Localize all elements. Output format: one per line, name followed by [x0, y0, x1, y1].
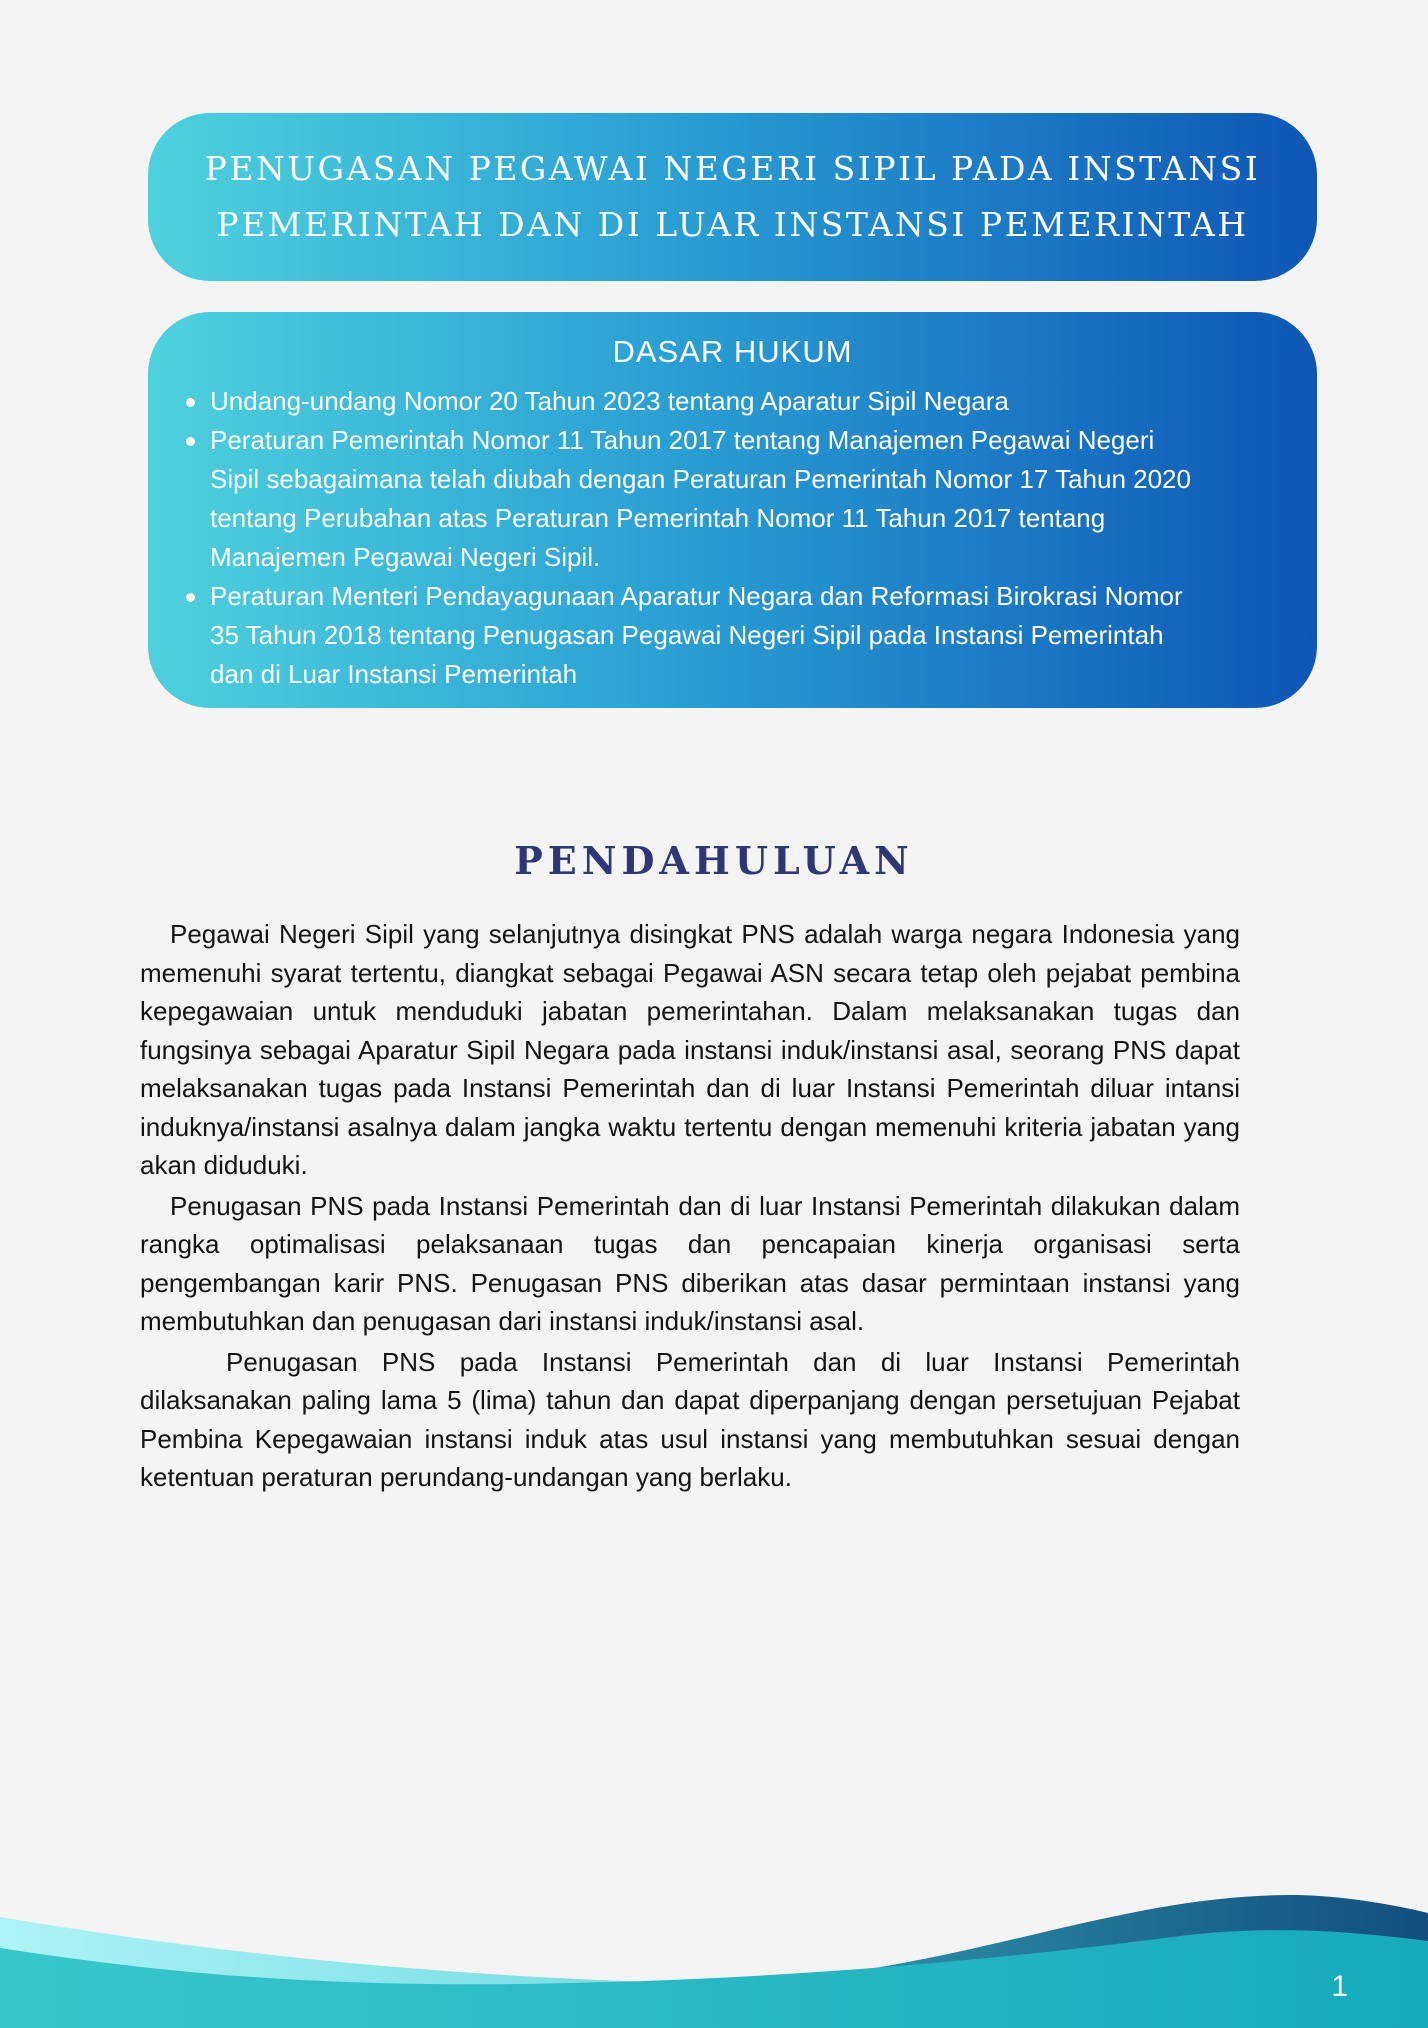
- section-title-pendahuluan: PENDAHULUAN: [514, 838, 914, 883]
- paragraph: Pegawai Negeri Sipil yang selanjutnya disingkat PNS adalah warga negara Indonesia yang memenuhi syarat tertentu, diangkat sebagai Pegawai ASN secara tetap oleh pejabat pembina kepegawaian untuk menduduki jabatan pemerintahan. Dalam melaksanakan tugas dan fungsinya sebagai Aparatur Sipil Negara pada instansi induk/instansi asal, seorang PNS dapat melaksanakan tugas pada Instansi Pemerintah dan di luar Instansi Pemerintah diluar intansi induknya/instansi asalnya dalam jangka waktu tertentu dengan memenuhi kriteria jabatan yang akan diduduki.: [140, 919, 1240, 1180]
- list-item-text: Peraturan Pemerintah Nomor 11 Tahun 2017 tentang Manajemen Pegawai Negeri Sipil sebagaimana telah diubah dengan Peraturan Pemerintah Nomor 17 Tahun 2020 tentang Perubahan atas Peraturan Pemerintah Nomor 11 Tahun 2017 tentang Manajemen Pegawai Negeri Sipil.: [210, 425, 1191, 572]
- paragraph: Penugasan PNS pada Instansi Pemerintah dan di luar Instansi Pemerintah dilaksanakan paling lama 5 (lima) tahun dan dapat diperpanjang dengan persetujuan Pejabat Pembina Kepegawaian instansi induk atas usul instansi yang membutuhkan sesuai dengan ketentuan peraturan perundang-undangan yang berlaku.: [140, 1346, 1240, 1492]
- bullet-icon: [186, 398, 195, 407]
- list-item: [210, 382, 1195, 421]
- bullet-icon: [186, 437, 195, 446]
- list-item: [210, 421, 1195, 577]
- footer-wave-decoration: [0, 1868, 1428, 2028]
- teal-wave: [0, 1930, 1428, 2028]
- introduction-body: [140, 915, 1240, 1499]
- bullet-icon: [186, 593, 195, 602]
- legal-basis-card: [148, 312, 1317, 708]
- paragraph: Penugasan PNS pada Instansi Pemerintah dan di luar Instansi Pemerintah dilakukan dalam rangka optimalisasi pelaksanaan tugas dan pencapaian kinerja organisasi serta pengembangan karir PNS. Penugasan PNS diberikan atas dasar permintaan instansi yang membutuhkan dan penugasan dari instansi induk/instansi asal.: [140, 1190, 1240, 1336]
- document-title-line-2: PEMERINTAH DAN DI LUAR INSTANSI PEMERINTAH: [216, 205, 1249, 244]
- page-number: 1: [1331, 1970, 1348, 2003]
- document-title-line-1: PENUGASAN PEGAWAI NEGERI SIPIL PADA INSTANSI: [204, 149, 1261, 188]
- legal-basis-list: [210, 382, 1277, 694]
- list-item: [210, 577, 1195, 694]
- list-item-text: Peraturan Menteri Pendayagunaan Aparatur Negara dan Reformasi Birokrasi Nomor 35 Tahun 2018 tentang Penugasan Pegawai Negeri Sipil pada Instansi Pemerintah dan di Luar Instansi Pemerintah: [210, 581, 1183, 689]
- legal-basis-title: DASAR HUKUM: [612, 334, 853, 369]
- list-item-text: Undang-undang Nomor 20 Tahun 2023 tentang Aparatur Sipil Negara: [210, 386, 1009, 416]
- header-banner: [148, 113, 1317, 281]
